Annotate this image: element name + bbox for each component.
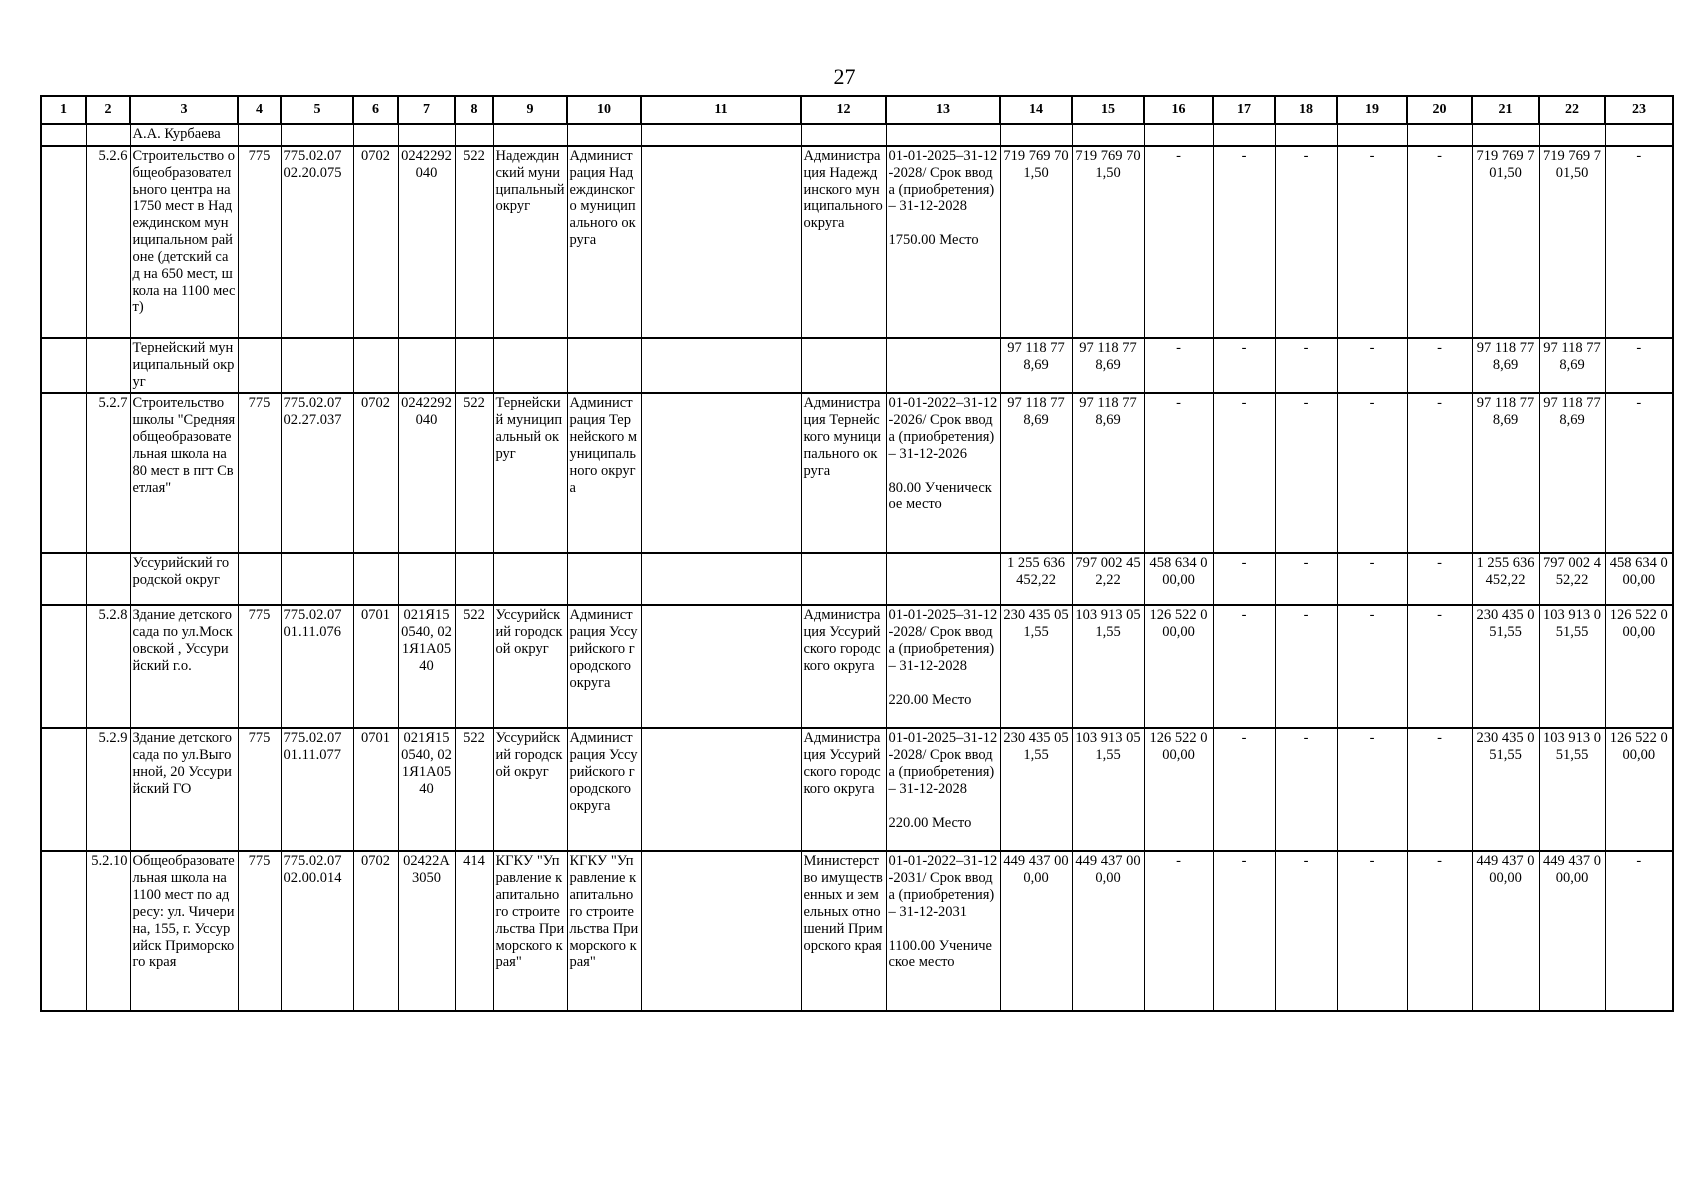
- table-cell: 449 437 000,00: [1000, 851, 1072, 1011]
- table-cell: 01-01-2025–31-12-2028/ Срок ввода (приобретения) – 31-12-2028 1750.00 Место: [886, 146, 1000, 338]
- table-cell: [1539, 124, 1605, 146]
- table-cell: [41, 605, 86, 728]
- table-cell: -: [1407, 393, 1472, 553]
- table-cell: 01-01-2022–31-12-2031/ Срок ввода (приобретения) – 31-12-2031 1100.00 Ученическое место: [886, 851, 1000, 1011]
- table-row: [41, 553, 1673, 605]
- table-cell: [493, 338, 567, 393]
- table-cell: 02422А3050: [398, 851, 455, 1011]
- table-cell: 103 913 051,55: [1539, 605, 1605, 728]
- table-cell: -: [1213, 728, 1275, 851]
- table-cell: 775: [238, 605, 281, 728]
- table-cell: 01-01-2022–31-12-2026/ Срок ввода (приобретения) – 31-12-2026 80.00 Ученическое место: [886, 393, 1000, 553]
- table-cell: 775: [238, 851, 281, 1011]
- column-header: 16: [1144, 96, 1213, 124]
- table-cell: 775: [238, 728, 281, 851]
- table-cell: [353, 124, 398, 146]
- table-cell: Министерство имущественных и земельных отношений Приморского края: [801, 851, 886, 1011]
- table-cell: [801, 124, 886, 146]
- table-cell: [41, 124, 86, 146]
- table-cell: [41, 728, 86, 851]
- table-cell: [86, 553, 130, 605]
- table-cell: -: [1213, 146, 1275, 338]
- table-cell: А.А. Курбаева: [130, 124, 238, 146]
- table-cell: 775.02.07 02.27.037: [281, 393, 353, 553]
- table-cell: -: [1407, 338, 1472, 393]
- table-cell: -: [1337, 605, 1407, 728]
- column-header: 13: [886, 96, 1000, 124]
- table-cell: 775.02.07 02.00.014: [281, 851, 353, 1011]
- table-cell: 1 255 636 452,22: [1000, 553, 1072, 605]
- table-cell: -: [1275, 728, 1337, 851]
- table-cell: -: [1407, 605, 1472, 728]
- table-cell: 797 002 452,22: [1539, 553, 1605, 605]
- table-cell: 97 118 778,69: [1072, 393, 1144, 553]
- table-cell: [455, 338, 493, 393]
- table-cell: -: [1337, 393, 1407, 553]
- table-cell: Администрация Надеждинского муниципального округа: [801, 146, 886, 338]
- table-cell: 458 634 000,00: [1144, 553, 1213, 605]
- table-cell: Уссурийский городской округ: [130, 553, 238, 605]
- table-cell: 97 118 778,69: [1539, 393, 1605, 553]
- table-cell: -: [1213, 393, 1275, 553]
- table-cell: [801, 553, 886, 605]
- table-cell: [641, 124, 801, 146]
- column-header: 12: [801, 96, 886, 124]
- table-cell: [641, 605, 801, 728]
- table-cell: -: [1144, 146, 1213, 338]
- table-cell: -: [1337, 553, 1407, 605]
- table-cell: 522: [455, 728, 493, 851]
- table-cell: [1337, 124, 1407, 146]
- table-cell: [1213, 124, 1275, 146]
- table-cell: [1605, 124, 1673, 146]
- column-header: 10: [567, 96, 641, 124]
- table-cell: КГКУ "Управление капитального строительства Приморского края": [567, 851, 641, 1011]
- table-cell: -: [1605, 146, 1673, 338]
- column-header: 19: [1337, 96, 1407, 124]
- column-header: 15: [1072, 96, 1144, 124]
- table-cell: [641, 553, 801, 605]
- table-cell: [641, 146, 801, 338]
- table-cell: Тернейский муниципальный округ: [493, 393, 567, 553]
- table-cell: [86, 124, 130, 146]
- table-cell: 5.2.8: [86, 605, 130, 728]
- table-cell: 449 437 000,00: [1472, 851, 1539, 1011]
- table-cell: -: [1213, 605, 1275, 728]
- table-cell: [41, 393, 86, 553]
- table-cell: 5.2.7: [86, 393, 130, 553]
- table-cell: 522: [455, 393, 493, 553]
- column-header: 6: [353, 96, 398, 124]
- table-cell: Уссурийский городской округ: [493, 605, 567, 728]
- table-cell: [886, 124, 1000, 146]
- table-cell: 449 437 000,00: [1539, 851, 1605, 1011]
- table-cell: 97 118 778,69: [1072, 338, 1144, 393]
- table-cell: [238, 124, 281, 146]
- column-header: 7: [398, 96, 455, 124]
- table-cell: [641, 338, 801, 393]
- table-row: [41, 338, 1673, 393]
- table-cell: [641, 728, 801, 851]
- table-cell: [1072, 124, 1144, 146]
- table-cell: [86, 338, 130, 393]
- table-cell: 0702: [353, 851, 398, 1011]
- table-cell: -: [1275, 851, 1337, 1011]
- table-cell: Администрация Тернейского муниципального округа: [801, 393, 886, 553]
- column-header: 23: [1605, 96, 1673, 124]
- table-cell: [455, 124, 493, 146]
- table-cell: 230 435 051,55: [1472, 605, 1539, 728]
- table-cell: -: [1213, 851, 1275, 1011]
- table-cell: [41, 553, 86, 605]
- table-cell: Здание детского сада по ул.Московской , Уссурийский г.о.: [130, 605, 238, 728]
- table-cell: 719 769 701,50: [1472, 146, 1539, 338]
- table-cell: 97 118 778,69: [1000, 338, 1072, 393]
- table-cell: [493, 124, 567, 146]
- table-cell: -: [1275, 605, 1337, 728]
- table-cell: 797 002 452,22: [1072, 553, 1144, 605]
- table-cell: 97 118 778,69: [1000, 393, 1072, 553]
- table-cell: 0702: [353, 146, 398, 338]
- table-cell: 021Я150540, 021Я1А0540: [398, 728, 455, 851]
- table-cell: Общеобразовательная школа на 1100 мест по адресу: ул. Чичерина, 155, г. Уссурийск Приморского края: [130, 851, 238, 1011]
- table-cell: [886, 338, 1000, 393]
- table-cell: 103 913 051,55: [1072, 605, 1144, 728]
- table-cell: 719 769 701,50: [1072, 146, 1144, 338]
- table-cell: [455, 553, 493, 605]
- column-header: 17: [1213, 96, 1275, 124]
- table-cell: -: [1144, 338, 1213, 393]
- table-cell: [1144, 124, 1213, 146]
- table-cell: Тернейский муниципальный округ: [130, 338, 238, 393]
- table-row: [41, 146, 1673, 338]
- table-cell: 230 435 051,55: [1472, 728, 1539, 851]
- table-cell: -: [1337, 728, 1407, 851]
- column-header: 8: [455, 96, 493, 124]
- table-cell: Здание детского сада по ул.Выгонной, 20 Уссурийский ГО: [130, 728, 238, 851]
- table-cell: Уссурийский городской округ: [493, 728, 567, 851]
- table-cell: -: [1144, 393, 1213, 553]
- page-number: 27: [833, 64, 856, 89]
- table-cell: 0242292040: [398, 146, 455, 338]
- table-row: [41, 124, 1673, 146]
- table-cell: [801, 338, 886, 393]
- table-cell: 1 255 636 452,22: [1472, 553, 1539, 605]
- table-cell: Администрация Уссурийского городского округа: [801, 728, 886, 851]
- table-cell: 522: [455, 146, 493, 338]
- table-cell: Администрация Надеждинского муниципального округа: [567, 146, 641, 338]
- column-header: 11: [641, 96, 801, 124]
- table-cell: -: [1337, 338, 1407, 393]
- table-cell: Надеждинский муниципальный округ: [493, 146, 567, 338]
- table-cell: Администрация Уссурийского городского округа: [567, 728, 641, 851]
- table-cell: [398, 124, 455, 146]
- table-cell: Строительство общеобразовательного центра на 1750 мест в Надеждинском муниципальном районе (детский сад на 650 мест, школа на 1100 мест): [130, 146, 238, 338]
- table-cell: -: [1275, 553, 1337, 605]
- table-cell: 103 913 051,55: [1072, 728, 1144, 851]
- table-cell: -: [1213, 553, 1275, 605]
- table-cell: 01-01-2025–31-12-2028/ Срок ввода (приобретения) – 31-12-2028 220.00 Место: [886, 728, 1000, 851]
- table-cell: Администрация Уссурийского городского округа: [567, 605, 641, 728]
- table-cell: 414: [455, 851, 493, 1011]
- table-cell: Строительство школы "Средняя общеобразовательная школа на 80 мест в пгт Светлая": [130, 393, 238, 553]
- table-cell: [238, 553, 281, 605]
- table-cell: 97 118 778,69: [1539, 338, 1605, 393]
- table-cell: [567, 553, 641, 605]
- table-cell: -: [1407, 553, 1472, 605]
- column-header: 20: [1407, 96, 1472, 124]
- table-cell: -: [1337, 851, 1407, 1011]
- column-header: 9: [493, 96, 567, 124]
- table-cell: 126 522 000,00: [1144, 605, 1213, 728]
- table-cell: 5.2.6: [86, 146, 130, 338]
- table-cell: [353, 553, 398, 605]
- column-header: 2: [86, 96, 130, 124]
- column-header: 14: [1000, 96, 1072, 124]
- table-cell: -: [1407, 851, 1472, 1011]
- table-cell: Администрация Тернейского муниципального округа: [567, 393, 641, 553]
- table-cell: 449 437 000,00: [1072, 851, 1144, 1011]
- table-row: [41, 393, 1673, 553]
- budget-table: [40, 95, 1674, 1012]
- table-cell: [41, 851, 86, 1011]
- table-cell: [281, 553, 353, 605]
- table-cell: [281, 338, 353, 393]
- table-cell: [1407, 124, 1472, 146]
- table-cell: 126 522 000,00: [1144, 728, 1213, 851]
- table-cell: [41, 146, 86, 338]
- table-row: [41, 851, 1673, 1011]
- table-cell: -: [1275, 393, 1337, 553]
- table-cell: 230 435 051,55: [1000, 605, 1072, 728]
- table-row: [41, 605, 1673, 728]
- table-cell: -: [1605, 851, 1673, 1011]
- table-cell: 458 634 000,00: [1605, 553, 1673, 605]
- table-cell: 230 435 051,55: [1000, 728, 1072, 851]
- table-cell: -: [1605, 338, 1673, 393]
- table-cell: -: [1275, 146, 1337, 338]
- table-cell: 126 522 000,00: [1605, 605, 1673, 728]
- table-cell: 5.2.9: [86, 728, 130, 851]
- table-cell: Администрация Уссурийского городского округа: [801, 605, 886, 728]
- column-header: 5: [281, 96, 353, 124]
- table-cell: КГКУ "Управление капитального строительства Приморского края": [493, 851, 567, 1011]
- table-cell: -: [1275, 338, 1337, 393]
- table-cell: 0701: [353, 728, 398, 851]
- column-header: 4: [238, 96, 281, 124]
- table-cell: [886, 553, 1000, 605]
- column-header: 22: [1539, 96, 1605, 124]
- table-cell: [1275, 124, 1337, 146]
- table-cell: -: [1337, 146, 1407, 338]
- table-cell: -: [1407, 146, 1472, 338]
- table-cell: 775.02.07 02.20.075: [281, 146, 353, 338]
- table-cell: -: [1407, 728, 1472, 851]
- table-cell: -: [1144, 851, 1213, 1011]
- table-cell: -: [1605, 393, 1673, 553]
- table-cell: 97 118 778,69: [1472, 393, 1539, 553]
- table-cell: [353, 338, 398, 393]
- table-cell: 719 769 701,50: [1539, 146, 1605, 338]
- header-row: [41, 96, 1673, 124]
- table-cell: 021Я150540, 021Я1А0540: [398, 605, 455, 728]
- table-cell: [641, 393, 801, 553]
- table-cell: [1472, 124, 1539, 146]
- table-cell: 775.02.07 01.11.077: [281, 728, 353, 851]
- table-cell: [281, 124, 353, 146]
- table-cell: [567, 338, 641, 393]
- column-header: 21: [1472, 96, 1539, 124]
- table-cell: 5.2.10: [86, 851, 130, 1011]
- column-header: 18: [1275, 96, 1337, 124]
- table-cell: 522: [455, 605, 493, 728]
- table-cell: 103 913 051,55: [1539, 728, 1605, 851]
- table-cell: [493, 553, 567, 605]
- table-cell: [398, 338, 455, 393]
- table-cell: 775.02.07 01.11.076: [281, 605, 353, 728]
- table-cell: 775: [238, 393, 281, 553]
- table-cell: 97 118 778,69: [1472, 338, 1539, 393]
- table-cell: 719 769 701,50: [1000, 146, 1072, 338]
- table-cell: 126 522 000,00: [1605, 728, 1673, 851]
- column-header: 3: [130, 96, 238, 124]
- table-cell: -: [1213, 338, 1275, 393]
- table-cell: 0701: [353, 605, 398, 728]
- table-cell: 01-01-2025–31-12-2028/ Срок ввода (приобретения) – 31-12-2028 220.00 Место: [886, 605, 1000, 728]
- table-cell: 0702: [353, 393, 398, 553]
- table-cell: 775: [238, 146, 281, 338]
- table-cell: [1000, 124, 1072, 146]
- table-cell: [398, 553, 455, 605]
- table-cell: 0242292040: [398, 393, 455, 553]
- table-cell: [567, 124, 641, 146]
- table-row: [41, 728, 1673, 851]
- column-header: 1: [41, 96, 86, 124]
- table-cell: [238, 338, 281, 393]
- table-cell: [641, 851, 801, 1011]
- table-cell: [41, 338, 86, 393]
